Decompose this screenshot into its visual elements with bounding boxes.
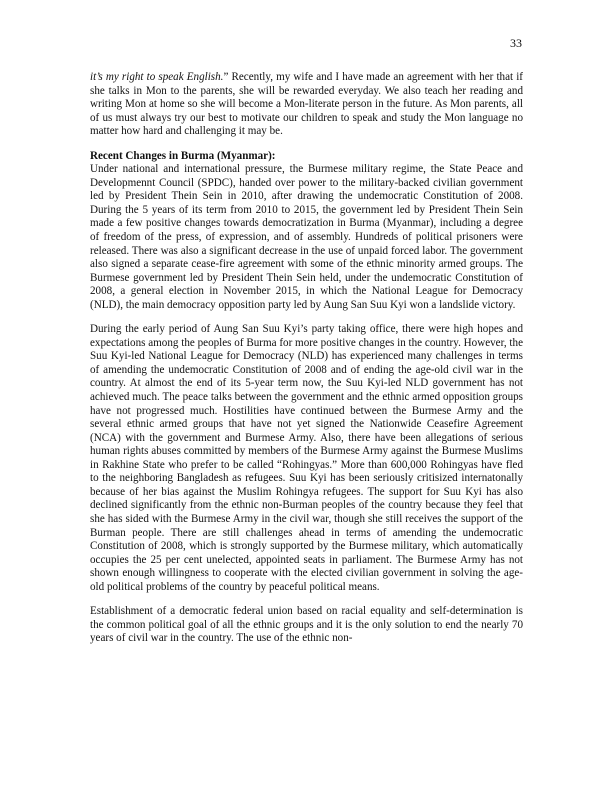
intro-italic-quote: it’s my right to speak English. [90,71,224,83]
page-body [90,71,523,646]
body-paragraph-1: Under national and international pressure, the Burmese military regime, the State Peace and Developmennt Council (SPDC), handed over power to the military-backed civilian government led by President Thein Sein in 2010, after drawing the undemocratic Constitution of 2008. During the 5 years of its term from 2010 to 2015, the government led by President Thein Sein made a few positive changes towards democratization in Burma (Myanmar), including a degree of freedom of the press, of expression, and of assembly. Hundreds of political prisoners were released. There was also a significant decrease in the use of unpaid forced labor. The government also signed a separate cease-fire agreement with some of the ethnic minority armed groups. The Burmese government led by President Thein Sein held, under the undemocratic Constitution of 2008, a general election in November 2015, in which the National League for Democracy (NLD), the main democracy opposition party led by Aung San Suu Kyi won a landslide victory. [90,163,523,311]
paragraph-gap [90,139,523,150]
paragraph-gap [90,594,523,605]
section-heading: Recent Changes in Burma (Myanmar): [90,149,276,162]
intro-paragraph [90,71,523,139]
intro-paragraph-text: ” Recently, my wife and I have made an agreement with her that if she talks in Mon to the parents, she will be rewarded everyday. We also teach her reading and writing Mon at home so she will become a Mon-literate person in the future. As Mon parents, all of us must always try our best to motivate our children to speak and study the Mon language no matter how hard and challenging it may be. [90,71,523,138]
page-number: 33 [510,36,522,50]
paragraph-gap [90,312,523,323]
body-paragraph-2: During the early period of Aung San Suu Kyi’s party taking office, there were high hopes and expectations among the peoples of Burma for more positive changes in the country. However, the Suu Kyi-led National League for Democracy (NLD) has experienced many challenges in terms of amending the undemocratic Constitution of 2008 and of ending the age-old civil war in the country. At almost the end of its 5-year term now, the Suu Kyi-led NLD government has not achieved much. The peace talks between the government and the ethnic armed opposition groups have not progressed much. Hostilities have continued between the Burmese Army and the several ethnic armed groups that have not yet signed the Nationwide Ceasefire Agreement (NCA) with the government and Burmese Army. Also, there have been allegations of serious human rights abuses committed by members of the Burmese Army against the Burmese Muslims in Rakhine State who prefer to be called “Rohingyas.” More than 600,000 Rohingyas have fled to the neighboring Bangladesh as refugees. Suu Kyi has been seriously critisized internatonally because of her bias against the Muslim Rohingya refugees. The support for Suu Kyi has also declined significantly from the ethnic non-Burman peoples of the country because they feel that she has sided with the Burmese Army in the civil war, though she still receives the support of the Burman people. There are still challenges ahead in terms of amending the undemocratic Constitution of 2008, which is strongly supported by the Burmese military, which automatically occupies the 25 per cent unelected, appointed seats in parliament. The Burmese Army has not shown enough willingness to cooperate with the elected civilian government in solving the age-old political problems of the country by peaceful political means. [90,323,523,593]
body-paragraph-3: Establishment of a democratic federal union based on racial equality and self-determination is the common political goal of all the ethnic groups and it is the only solution to end the nearly 70 years of civil war in the country. The use of the ethnic non- [90,605,523,645]
